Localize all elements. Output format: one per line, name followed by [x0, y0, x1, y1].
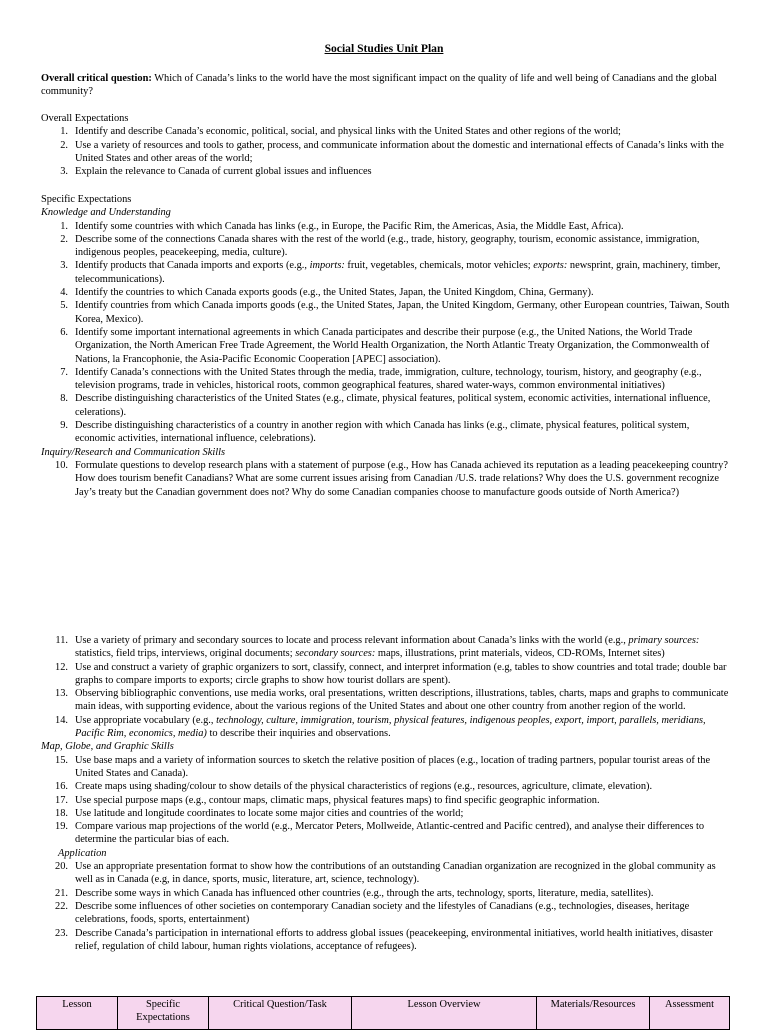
header-materials-resources: Materials/Resources	[537, 997, 650, 1030]
item-number: 13.	[55, 688, 68, 700]
item-number: 2.	[60, 233, 68, 245]
item-text: Describe some ways in which Canada has influenced other countries (e.g., through the arts, technology, sports, literature, media, satellites).	[75, 887, 654, 899]
item-text: statistics, field trips, interviews, original documents;	[75, 648, 296, 660]
item-number: 10.	[55, 459, 68, 471]
specific-heading: Specific Expectations	[41, 194, 132, 205]
list-item	[41, 286, 731, 299]
item-number: 5.	[60, 300, 68, 312]
list-item	[41, 714, 731, 741]
item-text: Observing bibliographic conventions, use media works, oral presentations, written descriptions, illustrations, tables, charts, maps and graphs to communicate main ideas, with supporting evidence, about the various regions of the United States and about one other country from another region of the world.	[75, 688, 729, 713]
header-specific-expectations: Specific Expectations	[118, 997, 209, 1030]
list-item	[41, 661, 731, 688]
item-number: 6.	[60, 326, 68, 338]
item-text: Use latitude and longitude coordinates to locate some major cities and countries of the world;	[75, 807, 464, 819]
list-item	[41, 125, 731, 138]
item-text: Use a variety of resources and tools to gather, process, and communicate information about the domestic and international effects of Canada’s links with the United States and other areas of the world;	[75, 139, 724, 164]
list-item	[41, 366, 731, 393]
item-text: Describe some of the connections Canada shares with the rest of the world (e.g., trade, history, geography, tourism, economic assistance, immigration, indigenous peoples, peacekeeping, media, culture).	[75, 233, 700, 259]
item-text: Describe Canada’s participation in international efforts to address global issues (peacekeeping, environmental initiatives, world health initiatives, disaster relief, regulation of child labour, human rights violations, acceptance of refugees).	[75, 927, 713, 952]
list-item	[41, 299, 731, 326]
critical-question-label: Overall critical question:	[41, 73, 152, 84]
item-text: Describe distinguishing characteristics of the United States (e.g., climate, physical features, political system, economic activities, international influence, celerations).	[75, 393, 711, 418]
list-item	[41, 419, 731, 446]
item-text: Use and construct a variety of graphic organizers to sort, classify, connect, and interpret information (e.g, tables to show countries and total trade; double bar graphs to compare imports to exports; circle graphs to show how tourist dollars are spent).	[75, 661, 727, 686]
list-item	[41, 927, 731, 954]
specific-expectations	[41, 193, 731, 499]
lesson-table	[36, 996, 730, 1030]
item-number: 11.	[55, 635, 68, 646]
item-number: 16.	[55, 781, 68, 793]
item-number: 8.	[60, 393, 68, 405]
item-number: 3.	[60, 260, 68, 272]
header-lesson-overview: Lesson Overview	[352, 997, 537, 1030]
list-item	[41, 807, 731, 820]
overall-expectations	[41, 112, 731, 178]
application-list	[41, 860, 731, 953]
item-text: Use base maps and a variety of information sources to sketch the relative position of places (e.g., location of trading partners, popular tourist areas of the United States and Canada).	[75, 754, 711, 779]
item-number: 14.	[55, 714, 68, 726]
inquiry-list-part1	[41, 459, 731, 499]
item-text: Describe some influences of other societies on contemporary Canadian society and the lifestyles of Canadians (e.g., technologies, diseases, heritage celebrations, foods, sports, entertainment)	[75, 900, 690, 926]
inquiry-subheading: Inquiry/Research and Communication Skills	[41, 446, 226, 458]
header-critical-question: Critical Question/Task	[209, 997, 352, 1030]
item-number: 22.	[55, 900, 68, 912]
knowledge-list	[41, 220, 731, 446]
item-number: 19.	[55, 821, 68, 833]
item-text: Identify products that Canada imports and exports (e.g.,	[75, 260, 310, 272]
overall-list	[41, 125, 731, 178]
item-number: 20.	[55, 861, 68, 873]
list-item	[41, 754, 731, 781]
list-item	[41, 820, 731, 847]
item-number: 23.	[55, 927, 68, 939]
item-text: Compare various map projections of the world (e.g., Mercator Peters, Mollweide, Atlantic-centred and Pacific centred), and analyse their differences to determine the particular bias of each.	[75, 821, 705, 846]
item-text: Use appropriate vocabulary (e.g.,	[75, 714, 217, 726]
knowledge-subheading: Knowledge and Understanding	[41, 207, 171, 219]
item-number: 18.	[55, 807, 68, 819]
page-title: Social Studies Unit Plan	[324, 42, 444, 55]
item-number: 17.	[55, 794, 68, 806]
item-text: Identify Canada’s connections with the United States through the media, trade, immigration, culture, technology, tourism, history, and geography (e.g., television programs, trade in vehicles, historical roots, common geographical features, shared water-ways, common environmental initiatives)	[75, 366, 702, 392]
map-subheading: Map, Globe, and Graphic Skills	[41, 741, 174, 753]
inquiry-list-part2	[41, 634, 731, 740]
list-item	[41, 887, 731, 900]
specific-expectations-continued	[41, 634, 731, 953]
item-text: Identify some important international agreements in which Canada participates and describe their purpose (e.g., the United Nations, the World Trade Organization, the North American Free Trade Agreement, the World Health Organization, the North Atlantic Treaty Organization, the Commonwealth of Nations, la Francophonie, the Asia-Pacific Economic Cooperation [APEC] association).	[75, 326, 710, 365]
application-subheading: Application	[58, 847, 107, 859]
critical-question	[41, 72, 721, 99]
item-text: Describe distinguishing characteristics of a country in another region with which Canada has links (e.g., climate, physical features, political system, economic activities, international influence, celebrations).	[75, 420, 690, 445]
item-text: Use special purpose maps (e.g., contour maps, climatic maps, physical features maps) to find specific geographic information.	[75, 794, 600, 806]
header-assessment: Assessment	[650, 997, 730, 1030]
item-text: maps, illustrations, print materials, videos, CD-ROMs, Internet sites)	[375, 648, 665, 660]
list-item	[41, 220, 731, 233]
item-emphasis: secondary sources:	[295, 648, 376, 660]
item-emphasis: primary sources:	[628, 635, 700, 646]
item-text: Identify and describe Canada’s economic, political, social, and physical links with the United States and other regions of the world;	[75, 126, 621, 138]
item-text: Use a variety of primary and secondary sources to locate and process relevant information about Canada’s links with the world (e.g.,	[75, 635, 629, 646]
list-item	[41, 259, 731, 286]
item-text: Identify countries from which Canada imports goods (e.g., the United States, Japan, the United Kingdom, Germany, other European countries, Taiwan, South Korea, Mexico).	[75, 300, 730, 325]
item-number: 21.	[55, 887, 68, 899]
item-emphasis: technology, culture, immigration, tourism, physical features, indigenous peoples, export, import, parallels, meridians, Pacific Rim, economics, media)	[75, 714, 706, 740]
list-item	[41, 780, 731, 793]
item-number: 3.	[60, 166, 68, 178]
list-item	[41, 233, 731, 260]
item-number: 1.	[60, 220, 68, 232]
item-number: 7.	[60, 366, 68, 378]
item-number: 4.	[60, 287, 68, 299]
list-item	[41, 165, 731, 178]
list-item	[41, 860, 731, 887]
item-text: Create maps using shading/colour to show details of the physical characteristics of regions (e.g., resources, agriculture, climate, elevation).	[75, 781, 653, 793]
item-text: Explain the relevance to Canada of current global issues and influences	[75, 166, 372, 178]
critical-question-text: Which of Canada’s links to the world have the most significant impact on the quality of life and well being of Canadians and the global community?	[41, 73, 717, 98]
header-lesson: Lesson	[37, 997, 118, 1030]
list-item	[41, 900, 731, 927]
item-text: newsprint, grain, machinery, timber, telecommunications).	[75, 260, 721, 285]
table-header-row	[37, 997, 730, 1030]
item-text: Use an appropriate presentation format to show how the contributions of an outstanding Canadian organization are recognized in the global community as well as in Canada (e.g, in dance, sports, music, literature, art, science, technology).	[75, 861, 716, 886]
list-item	[41, 326, 731, 366]
item-emphasis: exports:	[533, 260, 568, 272]
item-number: 9.	[60, 420, 68, 432]
list-item	[41, 794, 731, 807]
list-item	[41, 634, 731, 661]
item-number: 12.	[55, 661, 68, 673]
item-text: Formulate questions to develop research plans with a statement of purpose (e.g., How has Canada achieved its reputation as a leading peacekeeping country? How does tourism benefit Canadians? What are some current issues arising from Canadian /U.S. trade relations? Why does the U.S. government recognize Jay’s treaty but the Canadian government does not? Why do some Canadian companies choose to manufacture goods outside of North America?)	[75, 459, 728, 498]
item-text: to describe their inquiries and observations.	[206, 728, 391, 740]
item-number: 15.	[55, 754, 68, 766]
list-item	[41, 392, 731, 419]
item-text: fruit, vegetables, chemicals, motor vehicles;	[344, 260, 534, 272]
item-text: Identify some countries with which Canada has links (e.g., in Europe, the Pacific Rim, the Americas, Asia, the Middle East, Africa).	[75, 220, 624, 232]
list-item	[41, 139, 731, 166]
list-item	[41, 687, 731, 714]
overall-heading: Overall Expectations	[41, 113, 129, 124]
item-emphasis: imports:	[309, 260, 345, 272]
item-number: 2.	[60, 139, 68, 151]
map-list	[41, 754, 731, 847]
item-number: 1.	[60, 126, 68, 138]
item-text: Identify the countries to which Canada exports goods (e.g., the United States, Japan, the United Kingdom, China, Germany).	[75, 287, 594, 299]
list-item	[41, 459, 731, 499]
